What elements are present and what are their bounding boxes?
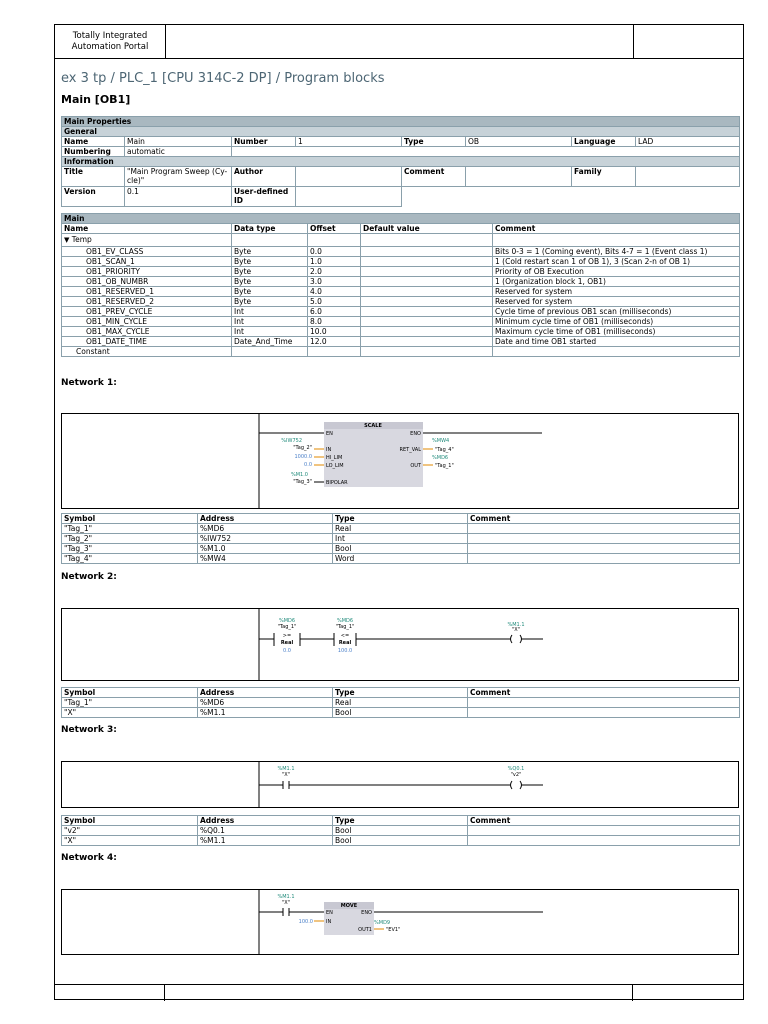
column-header: Type <box>333 514 468 524</box>
cell-offset: 8.0 <box>308 317 361 327</box>
network-4-box <box>61 889 739 955</box>
value <box>636 167 740 187</box>
compare-2-address: %MD6 <box>336 618 354 624</box>
empty-cell <box>308 234 361 247</box>
value <box>466 167 572 187</box>
cell-comment <box>468 836 740 846</box>
cell-name: OB1_SCAN_1 <box>62 257 232 267</box>
column-header: Address <box>198 816 333 826</box>
network-2-label: Network 2: <box>61 572 117 582</box>
header-divider <box>633 25 634 58</box>
table-row[interactable] <box>62 524 740 534</box>
constant-label: Constant <box>62 347 232 357</box>
table-row[interactable] <box>62 708 740 718</box>
label: Name <box>62 137 125 147</box>
cell-comment: Date and time OB1 started <box>493 337 740 347</box>
label: Family <box>572 167 636 187</box>
empty-cell <box>361 234 493 247</box>
lo-value: 0.0 <box>304 462 312 468</box>
subsection-header: General <box>62 127 740 137</box>
cell-comment: Cycle time of previous OB1 scan (milliseconds) <box>493 307 740 317</box>
subsection-header: Information <box>62 157 740 167</box>
pin-en: EN <box>326 431 333 437</box>
cell-name: OB1_MIN_CYCLE <box>62 317 232 327</box>
pin-lo: LO_LIM <box>326 463 344 469</box>
cell-offset: 4.0 <box>308 287 361 297</box>
column-header: Symbol <box>62 688 198 698</box>
cell-offset: 12.0 <box>308 337 361 347</box>
interface-table <box>61 213 740 357</box>
pin-ret: RET_VAL <box>399 447 421 453</box>
cell-name: OB1_RESERVED_2 <box>62 297 232 307</box>
page-footer <box>54 984 744 1000</box>
compare-1-type: Real <box>280 640 294 646</box>
breadcrumb: ex 3 tp / PLC_1 [CPU 314C-2 DP] / Program blocks <box>61 71 385 86</box>
value: Main <box>125 137 232 147</box>
network-1-symbols <box>61 513 740 564</box>
cell-comment <box>468 524 740 534</box>
empty-cell <box>232 147 740 157</box>
bipolar-tag: "Tag_3" <box>293 479 312 485</box>
column-header: Offset <box>308 224 361 234</box>
network-3-symbols <box>61 815 740 846</box>
cell-type: Int <box>333 534 468 544</box>
cell-symbol: "X" <box>62 708 198 718</box>
page-header <box>54 24 744 59</box>
cell-type: Int <box>232 327 308 337</box>
empty-cell <box>493 347 740 357</box>
table-row[interactable] <box>62 267 740 277</box>
pin-bipolar: BIPOLAR <box>326 480 348 486</box>
main-properties-table <box>61 116 740 207</box>
network-3-box <box>61 761 739 808</box>
column-header: Type <box>333 688 468 698</box>
block-name: SCALE <box>364 423 382 429</box>
column-header: Type <box>333 816 468 826</box>
column-header: Name <box>62 224 232 234</box>
ret-tag: "Tag_4" <box>435 447 454 453</box>
column-header: Address <box>198 514 333 524</box>
company-name: Totally Integrated Automation Portal <box>55 25 166 58</box>
cell-comment: Reserved for system <box>493 287 740 297</box>
cell-address: %M1.1 <box>198 708 333 718</box>
contact-tag: "X" <box>281 900 291 906</box>
coil-tag: "X" <box>511 627 521 633</box>
table-row[interactable] <box>62 698 740 708</box>
out-address: %MD9 <box>374 920 391 926</box>
table-row[interactable] <box>62 307 740 317</box>
column-header: Comment <box>468 514 740 524</box>
cell-type: Bool <box>333 544 468 554</box>
compare-2-tag: "Tag_1" <box>335 624 355 630</box>
out-tag: "EV1" <box>386 927 401 933</box>
coil-right[interactable] <box>520 635 522 643</box>
section-header: Main <box>62 214 740 224</box>
contact-address: %M1.1 <box>277 766 295 772</box>
cell-address: %MD6 <box>198 524 333 534</box>
value: "Main Program Sweep (Cy-cle)" <box>125 167 232 187</box>
cell-default <box>361 267 493 277</box>
cell-name: OB1_RESERVED_1 <box>62 287 232 297</box>
block-name: MOVE <box>340 903 358 909</box>
cell-offset: 6.0 <box>308 307 361 317</box>
cell-comment <box>468 534 740 544</box>
cell-offset: 0.0 <box>308 247 361 257</box>
cell-type: Byte <box>232 277 308 287</box>
in-tag: "Tag_2" <box>293 445 312 451</box>
column-header: Symbol <box>62 514 198 524</box>
contact-address: %M1.1 <box>277 894 295 900</box>
table-row[interactable] <box>62 297 740 307</box>
in-address: %IW752 <box>281 438 302 444</box>
value: automatic <box>125 147 232 157</box>
cell-address: %M1.0 <box>198 544 333 554</box>
cell-default <box>361 277 493 287</box>
network-3-ladder <box>62 762 740 807</box>
table-row[interactable] <box>62 534 740 544</box>
cell-offset: 2.0 <box>308 267 361 277</box>
cell-default <box>361 327 493 337</box>
table-row[interactable] <box>62 544 740 554</box>
cell-comment: 1 (Organization block 1, OB1) <box>493 277 740 287</box>
cell-comment <box>468 708 740 718</box>
network-1-box <box>61 413 739 509</box>
block-title: Main [OB1] <box>61 93 131 106</box>
table-row[interactable] <box>62 234 232 247</box>
table-row[interactable] <box>62 327 740 337</box>
network-2-box <box>61 608 739 681</box>
cell-name: OB1_OB_NUMBR <box>62 277 232 287</box>
contact-tag: "X" <box>281 772 291 778</box>
cell-default <box>361 297 493 307</box>
cell-type: Real <box>333 698 468 708</box>
out-tag: "Tag_1" <box>435 463 454 469</box>
cell-address: %Q0.1 <box>198 826 333 836</box>
cell-offset: 3.0 <box>308 277 361 287</box>
table-row[interactable] <box>62 287 740 297</box>
cell-comment: Reserved for system <box>493 297 740 307</box>
cell-address: %MW4 <box>198 554 333 564</box>
coil-right[interactable] <box>520 781 522 789</box>
cell-comment: 1 (Cold restart scan 1 of OB 1), 3 (Scan 2-n of OB 1) <box>493 257 740 267</box>
cell-name: OB1_EV_CLASS <box>62 247 232 257</box>
table-row[interactable] <box>62 317 740 327</box>
network-4-label: Network 4: <box>61 853 117 863</box>
coil-left[interactable] <box>511 781 513 789</box>
cell-default <box>361 287 493 297</box>
column-header: Default value <box>361 224 493 234</box>
value: 1 <box>296 137 402 147</box>
pin-hi: HI_LIM <box>326 455 343 461</box>
empty-cell <box>493 234 740 247</box>
pin-eno: ENO <box>410 431 421 437</box>
value: LAD <box>636 137 740 147</box>
cell-default <box>361 337 493 347</box>
pin-out: OUT1 <box>358 927 372 933</box>
cell-type: Byte <box>232 247 308 257</box>
cell-type: Byte <box>232 297 308 307</box>
table-row[interactable] <box>62 836 740 846</box>
label: Numbering <box>62 147 125 157</box>
ret-address: %MW4 <box>432 438 450 444</box>
cell-type: Date_And_Time <box>232 337 308 347</box>
pin-en: EN <box>326 910 333 916</box>
network-1-label: Network 1: <box>61 378 117 388</box>
empty-cell <box>232 347 308 357</box>
label: Language <box>572 137 636 147</box>
table-row[interactable] <box>62 826 740 836</box>
label: Version <box>62 187 125 207</box>
network-4-ladder <box>62 890 740 954</box>
bipolar-address: %M1.0 <box>290 472 308 478</box>
footer-divider <box>632 985 633 1001</box>
cell-symbol: "X" <box>62 836 198 846</box>
cell-type: Word <box>333 554 468 564</box>
cell-offset: 5.0 <box>308 297 361 307</box>
network-2-ladder <box>62 609 740 680</box>
coil-address: %M1.1 <box>507 622 525 628</box>
out-address: %MD6 <box>432 455 449 461</box>
empty-cell <box>402 187 740 207</box>
cell-symbol: "v2" <box>62 826 198 836</box>
in-value: 100.0 <box>298 919 313 925</box>
label: Type <box>402 137 466 147</box>
label: User-defined ID <box>232 187 296 207</box>
cell-symbol: "Tag_2" <box>62 534 198 544</box>
table-row[interactable] <box>62 277 740 287</box>
cell-offset: 1.0 <box>308 257 361 267</box>
cell-comment <box>468 554 740 564</box>
cell-comment: Minimum cycle time of OB1 (milliseconds) <box>493 317 740 327</box>
triangle-down-icon: ▼ <box>64 236 70 244</box>
section-header: Main Properties <box>62 117 740 127</box>
compare-2-value: 100.0 <box>337 648 353 654</box>
pin-in: IN <box>326 919 332 925</box>
compare-1-address: %MD6 <box>278 618 296 624</box>
compare-2-operator: <= <box>340 633 350 639</box>
cell-offset: 10.0 <box>308 327 361 337</box>
label: Title <box>62 167 125 187</box>
pin-in: IN <box>326 447 332 453</box>
table-row[interactable] <box>62 554 740 564</box>
cell-default <box>361 257 493 267</box>
label: Comment <box>402 167 466 187</box>
empty-cell <box>232 234 308 247</box>
temp-label: Temp <box>71 235 92 244</box>
table-row[interactable] <box>62 337 740 347</box>
coil-left[interactable] <box>511 635 513 643</box>
compare-1-tag: "Tag_1" <box>277 624 297 630</box>
pin-out: OUT <box>410 463 421 469</box>
cell-type: Byte <box>232 287 308 297</box>
coil-address: %Q0.1 <box>507 766 525 772</box>
cell-type: Bool <box>333 708 468 718</box>
label: Number <box>232 137 296 147</box>
cell-comment: Priority of OB Execution <box>493 267 740 277</box>
compare-2-type: Real <box>338 640 352 646</box>
value: OB <box>466 137 572 147</box>
cell-symbol: "Tag_3" <box>62 544 198 554</box>
cell-default <box>361 307 493 317</box>
column-header: Comment <box>468 688 740 698</box>
table-row[interactable] <box>62 257 740 267</box>
compare-1-value: 0.0 <box>283 648 291 654</box>
cell-name: OB1_PRIORITY <box>62 267 232 277</box>
column-header: Comment <box>493 224 740 234</box>
cell-type: Int <box>232 307 308 317</box>
cell-default <box>361 317 493 327</box>
table-row[interactable] <box>62 247 740 257</box>
cell-address: %M1.1 <box>198 836 333 846</box>
column-header: Comment <box>468 816 740 826</box>
value <box>296 167 402 187</box>
cell-symbol: "Tag_4" <box>62 554 198 564</box>
footer-divider <box>164 985 165 1001</box>
network-2-symbols <box>61 687 740 718</box>
network-3-label: Network 3: <box>61 725 117 735</box>
cell-symbol: "Tag_1" <box>62 698 198 708</box>
cell-comment <box>468 698 740 708</box>
cell-symbol: "Tag_1" <box>62 524 198 534</box>
compare-1-operator: >= <box>282 633 292 639</box>
cell-name: OB1_PREV_CYCLE <box>62 307 232 317</box>
value: 0.1 <box>125 187 232 207</box>
cell-comment: Bits 0-3 = 1 (Coming event), Bits 4-7 = 1 (Event class 1) <box>493 247 740 257</box>
cell-type: Byte <box>232 257 308 267</box>
cell-comment: Maximum cycle time of OB1 (milliseconds) <box>493 327 740 337</box>
label: Author <box>232 167 296 187</box>
cell-name: OB1_MAX_CYCLE <box>62 327 232 337</box>
cell-default <box>361 247 493 257</box>
cell-type: Real <box>333 524 468 534</box>
value <box>296 187 402 207</box>
empty-cell <box>361 347 493 357</box>
column-header: Data type <box>232 224 308 234</box>
pin-eno: ENO <box>361 910 372 916</box>
empty-cell <box>308 347 361 357</box>
hi-value: 1000.0 <box>294 454 312 460</box>
column-header: Symbol <box>62 816 198 826</box>
cell-address: %MD6 <box>198 698 333 708</box>
cell-type: Bool <box>333 836 468 846</box>
cell-type: Bool <box>333 826 468 836</box>
cell-comment <box>468 826 740 836</box>
network-1-ladder <box>62 414 740 508</box>
cell-comment <box>468 544 740 554</box>
cell-address: %IW752 <box>198 534 333 544</box>
column-header: Address <box>198 688 333 698</box>
coil-tag: "v2" <box>510 772 522 778</box>
cell-name: OB1_DATE_TIME <box>62 337 232 347</box>
cell-type: Int <box>232 317 308 327</box>
cell-type: Byte <box>232 267 308 277</box>
